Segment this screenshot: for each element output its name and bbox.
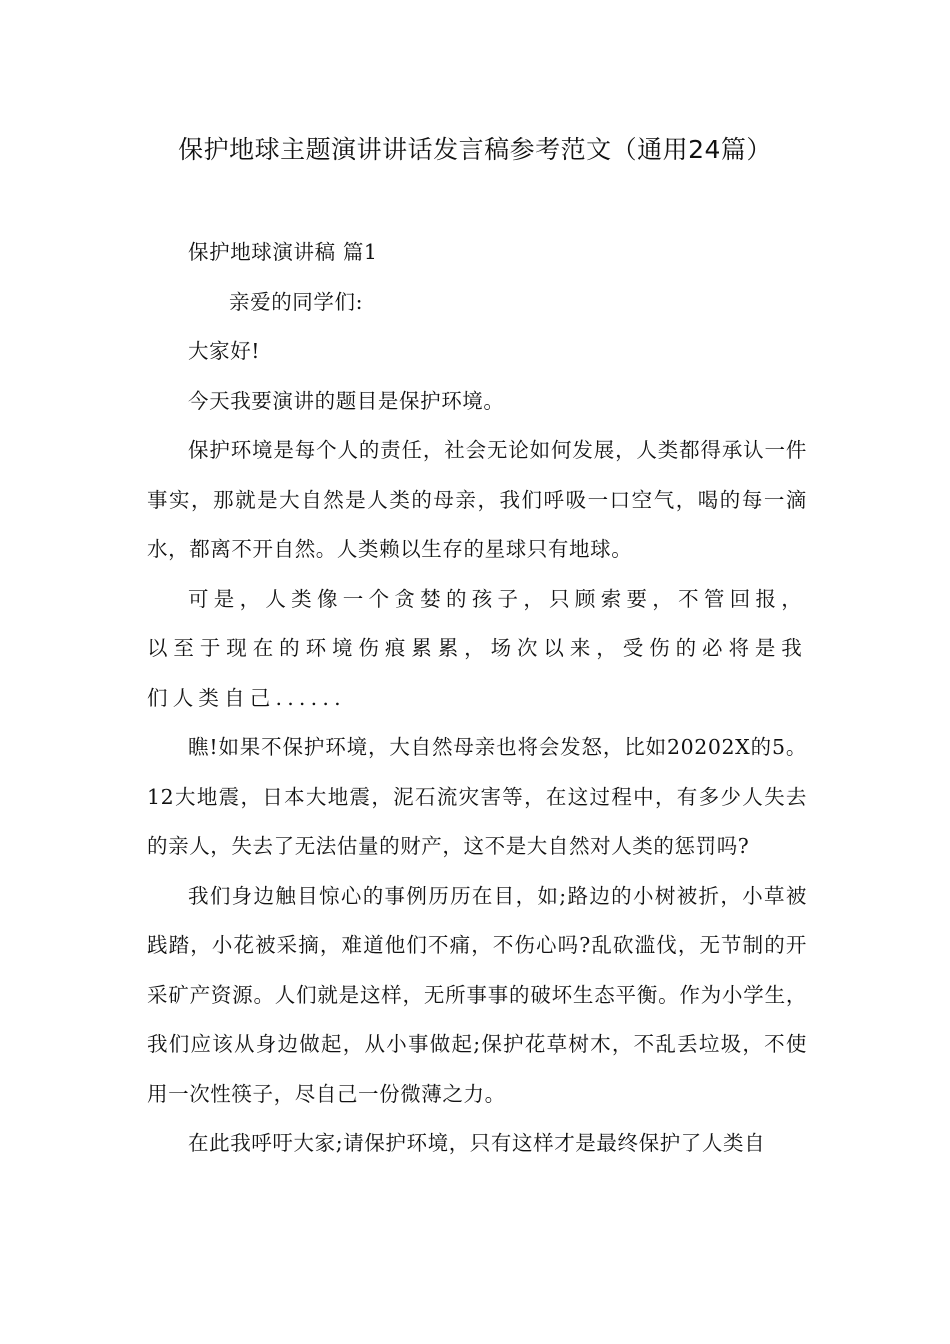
salutation: 亲爱的同学们:: [229, 289, 364, 314]
paragraph: 瞧!如果不保护环境，大自然母亲也将会发怒，比如20202X的5。12大地震，日本大地震，泥石流灾害等，在这过程中，有多少人失去的亲人，失去了无法估量的财产，这不是大自然对人类的惩罚吗?: [147, 735, 807, 858]
paragraph: 在此我呼吁大家;请保护环境，只有这样才是最终保护了人类自: [188, 1131, 766, 1155]
document-body: [147, 228, 807, 1169]
greeting: 大家好!: [188, 339, 261, 363]
paragraph: 可是，人类像一个贪婪的孩子，只顾索要，不管回报，以至于现在的环境伤痕累累，场次以来，受伤的必将是我们人类自己......: [147, 586, 807, 710]
section-heading: 保护地球演讲稿 篇1: [188, 240, 378, 264]
document-title: 保护地球主题演讲讲话发言稿参考范文（通用24篇）: [178, 135, 772, 164]
paragraph: 我们身边触目惊心的事例历历在目，如;路边的小树被折，小草被践踏，小花被采摘，难道他们不痛，不伤心吗?乱砍滥伐，无节制的开采矿产资源。人们就是这样，无所事事的破坏生态平衡。作为小学生，我们应该从身边做起，从小事做起;保护花草树木，不乱丢垃圾，不使用一次性筷子，尽自己一份微薄之力。: [147, 883, 807, 1106]
paragraph: 保护环境是每个人的责任，社会无论如何发展，人类都得承认一件事实，那就是大自然是人类的母亲，我们呼吸一口空气，喝的每一滴水，都离不开自然。人类赖以生存的星球只有地球。: [147, 438, 807, 561]
paragraph: 今天我要演讲的题目是保护环境。: [188, 388, 505, 413]
